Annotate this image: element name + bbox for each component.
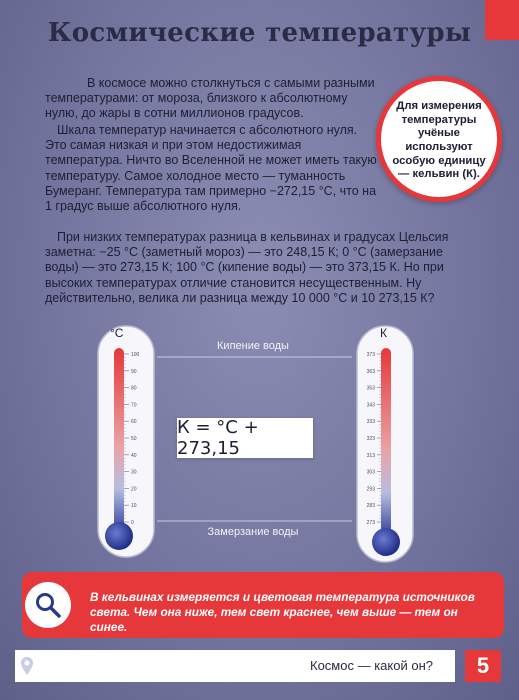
celsius-thermometer (96, 324, 156, 559)
scale-tick-label: 323 (366, 436, 375, 442)
page-title: Космические температуры (47, 18, 472, 48)
scale-tick-label: 273 (366, 520, 375, 526)
map-pin-icon (20, 656, 34, 676)
kelvin-formula: К = °С + 273,15 (177, 418, 313, 458)
paragraph-2: Шкала температур начинается с абсолютного нуля. Это самая низкая и при этом недостижимая температура. Ничто во Вселенной не может иметь такую температуру. Самое холодное место — туманность Бумеранг. Температура там примерно −272,15 °С, что на 1 градус выше абсолютного нуля. (45, 123, 377, 214)
scale-tick-label: 30 (131, 469, 137, 476)
page-number: 5 (465, 650, 501, 682)
freezing-line (157, 520, 352, 522)
scale-tick-label: 303 (366, 469, 375, 476)
scale-tick-label: 363 (366, 368, 375, 375)
scale-tick-label: 0 (131, 520, 134, 526)
scale-tick-label: 293 (366, 486, 375, 493)
scale-tick-label: 20 (131, 486, 137, 493)
scale-tick-label: 343 (366, 402, 375, 409)
kelvin-thermometer (355, 324, 415, 564)
paragraph-3: При низких температурах разница в кельвинах и градусах Цельсия заметна: −25 °С (заметный мороз) — это 248,15 К; 0 °С (замерзание воды) — это 273,15 К; 100 °С (кипение воды) — это 373,15 К. Но при высоких температурах отличие становится несущественным. Ну действительно, велика ли разница между 10 000 °С и 10 273,15 К? (45, 230, 449, 305)
scale-tick-label: 283 (366, 503, 375, 510)
scale-tick-label: 10 (131, 503, 137, 510)
kelvin-callout (376, 76, 502, 202)
paragraph-1: В космосе можно столкнуться с самыми разными температурами: от мороза, близкого к абсолютному нулю, до жары в сотни миллионов градусов. (45, 76, 375, 121)
scale-tick-label: 373 (366, 352, 375, 358)
footer-section-title: Космос — какой он? (310, 658, 433, 673)
kelvin-unit-label: К (380, 326, 387, 340)
scale-tick-label: 80 (131, 385, 137, 392)
scale-tick-label: 353 (366, 385, 375, 392)
scale-tick-label: 40 (131, 452, 137, 459)
fact-text: В кельвинах измеряется и цветовая температура источников света. Чем она ниже, тем свет краснее, чем выше — тем он синее. (90, 590, 475, 634)
freezing-label: Замерзание воды (207, 526, 299, 538)
scale-tick-label: 70 (131, 402, 137, 409)
boiling-line (157, 356, 352, 358)
scale-tick-label: 333 (366, 419, 375, 426)
boiling-label: Кипение воды (217, 340, 289, 352)
scale-tick-label: 90 (131, 368, 137, 375)
scale-tick-label: 313 (366, 452, 375, 459)
scale-tick-label: 50 (131, 436, 137, 442)
scale-tick-label: 100 (131, 352, 140, 358)
kelvin-callout-text: Для измерения температуры учёные используют особую единицу — кельвин (К). (392, 100, 486, 181)
magnifier-badge (25, 582, 71, 628)
celsius-unit-label: °С (110, 326, 124, 340)
magnifier-icon (34, 591, 62, 619)
scale-tick-label: 60 (131, 419, 137, 426)
